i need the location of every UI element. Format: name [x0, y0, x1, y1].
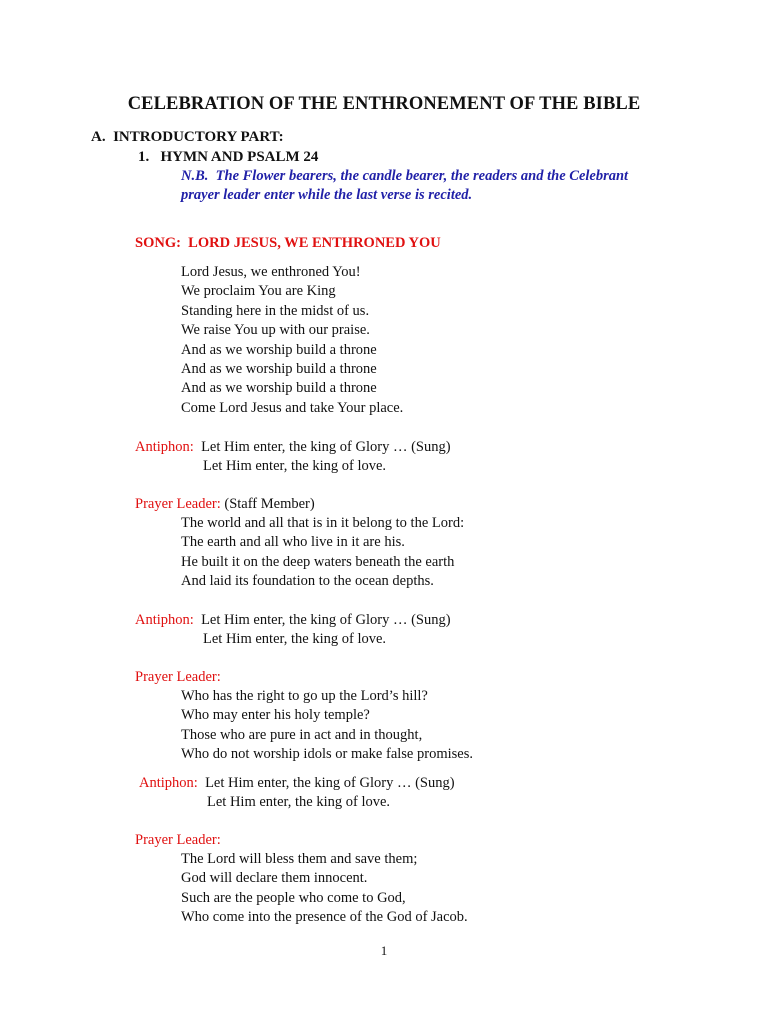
antiphon-2 — [135, 611, 451, 630]
psalm-line: The world and all that is in it belong to the Lord: — [181, 515, 465, 531]
prayer-leader-1 — [135, 495, 315, 514]
item-heading-hymn-psalm: 1. HYMN AND PSALM 24 — [138, 149, 319, 165]
prayer-leader-3-label: Prayer Leader: — [135, 832, 221, 848]
psalm-line: Who has the right to go up the Lord’s hill? — [181, 688, 428, 704]
antiphon-1-line-2: Let Him enter, the king of love. — [203, 458, 387, 474]
psalm-part-3 — [181, 850, 468, 928]
antiphon-3-line-2: Let Him enter, the king of love. — [207, 794, 391, 810]
psalm-part-1 — [181, 514, 464, 592]
antiphon-text: Let Him enter, the king of Glory … (Sung) — [205, 775, 455, 791]
psalm-line: The Lord will bless them and save them; — [181, 851, 418, 867]
antiphon-1 — [135, 438, 451, 457]
page-number: 1 — [380, 943, 388, 958]
section-heading-introductory: A. INTRODUCTORY PART: — [91, 129, 284, 145]
song-line: Lord Jesus, we enthroned You! — [181, 264, 361, 280]
note-line-1: N.B. The Flower bearers, the candle bearer, the readers and the Celebrant — [181, 168, 629, 184]
psalm-line: And laid its foundation to the ocean depths. — [181, 573, 434, 590]
song-line: Standing here in the midst of us. — [181, 302, 370, 319]
song-title: SONG: LORD JESUS, WE ENTHRONED YOU — [135, 235, 441, 251]
note-line-2: prayer leader enter while the last verse is recited. — [181, 187, 473, 203]
antiphon-2-line-2: Let Him enter, the king of love. — [203, 631, 387, 647]
psalm-part-2 — [181, 687, 473, 765]
song-line: And as we worship build a throne — [181, 360, 377, 377]
psalm-line: Who do not worship idols or make false promises. — [181, 746, 473, 763]
psalm-line: God will declare them innocent. — [181, 870, 368, 887]
psalm-line: Who may enter his holy temple? — [181, 707, 370, 724]
antiphon-label: Antiphon: — [139, 775, 198, 791]
psalm-line: The earth and all who live in it are his. — [181, 534, 405, 551]
psalm-line: Those who are pure in act and in thought, — [181, 726, 423, 743]
song-line: We raise You up with our praise. — [181, 322, 370, 339]
song-line: And as we worship build a throne — [181, 341, 377, 358]
antiphon-label: Antiphon: — [135, 439, 194, 455]
psalm-line: Who come into the presence of the God of Jacob. — [181, 909, 468, 926]
song-line: We proclaim You are King — [181, 283, 336, 300]
antiphon-label: Antiphon: — [135, 612, 194, 628]
prayer-leader-label: Prayer Leader: — [135, 496, 221, 512]
prayer-leader-2-label: Prayer Leader: — [135, 669, 221, 685]
prayer-leader-note: (Staff Member) — [224, 496, 315, 512]
song-line: Come Lord Jesus and take Your place. — [181, 399, 404, 416]
song-line: And as we worship build a throne — [181, 380, 377, 397]
document-title: CELEBRATION OF THE ENTHRONEMENT OF THE BIBLE — [127, 94, 641, 114]
psalm-line: Such are the people who come to God, — [181, 889, 406, 906]
antiphon-text: Let Him enter, the king of Glory … (Sung) — [201, 439, 451, 455]
psalm-line: He built it on the deep waters beneath the earth — [181, 553, 455, 570]
song-lyrics — [181, 263, 403, 418]
antiphon-text: Let Him enter, the king of Glory … (Sung) — [201, 612, 451, 628]
antiphon-3 — [139, 774, 455, 793]
